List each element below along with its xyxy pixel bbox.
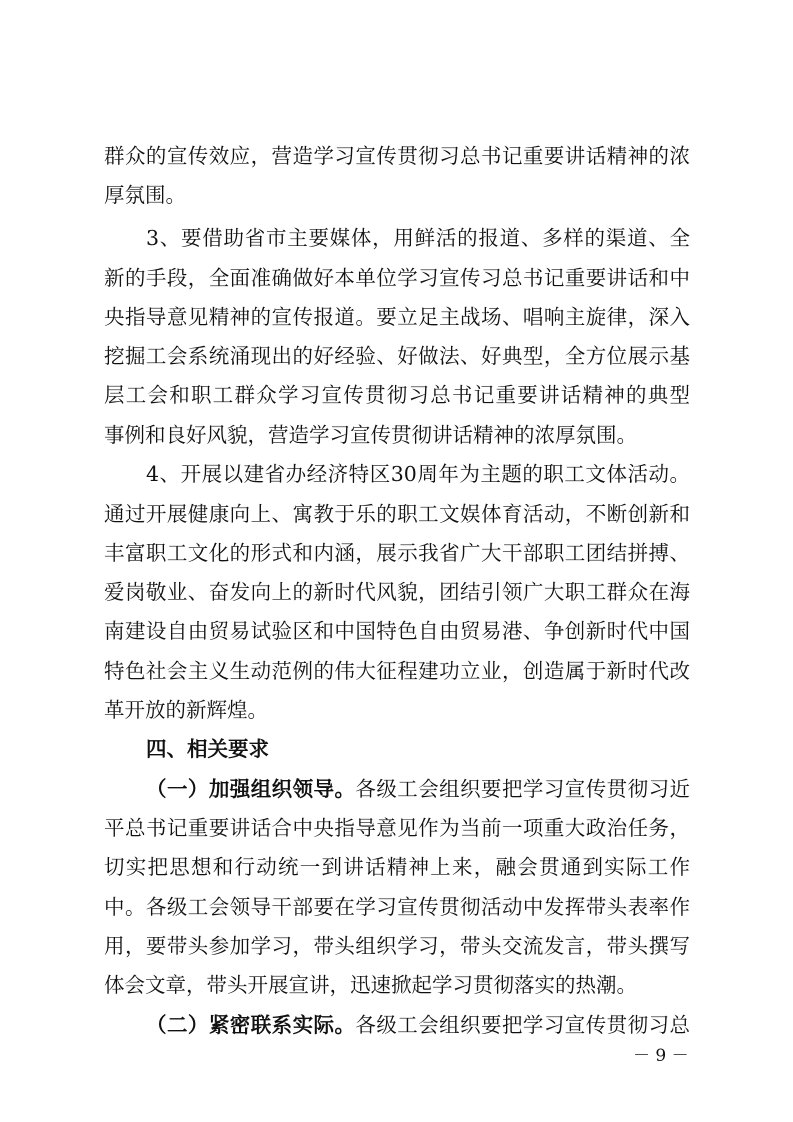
body-line: 3、要借助省市主要媒体，用鲜活的报道、多样的渠道、全: [146, 226, 690, 250]
body-line: 体会文章，带头开展宣讲，迅速掀起学习贯彻落实的热潮。: [104, 973, 637, 997]
body-line: 层工会和职工群众学习宣传贯彻习总书记重要讲话精神的典型: [104, 383, 690, 407]
body-line: 南建设自由贸易试验区和中国特色自由贸易港、争创新时代中国: [104, 619, 690, 643]
body-line: 中。各级工会领导干部要在学习宣传贯彻活动中发挥带头表率作: [104, 895, 690, 919]
body-line: 用，要带头参加学习，带头组织学习，带头交流发言，带头撰写: [104, 934, 690, 958]
section-heading: 四、相关要求: [146, 737, 269, 761]
page-number: － 9 －: [633, 1046, 689, 1066]
body-line: 革开放的新辉煌。: [104, 698, 268, 722]
body-line: 厚氛围。: [104, 183, 186, 207]
body-line: 丰富职工文化的形式和内涵，展示我省广大干部职工团结拼搏、: [104, 541, 690, 565]
body-line: 央指导意见精神的宣传报道。要立足主战场、唱响主旋律，深入: [104, 305, 690, 329]
item2-title: （二）紧密联系实际。: [146, 1013, 356, 1037]
body-line: 爱岗敬业、奋发向上的新时代风貌，团结引领广大职工群众在海: [104, 580, 690, 604]
item2-first-line: [146, 1007, 690, 1043]
item2-first-line-text: 各级工会组织要把学习宣传贯彻习总: [355, 1013, 691, 1037]
body-line: 挖掘工会系统涌现出的好经验、好做法、好典型，全方位展示基: [104, 344, 690, 368]
body-line: 切实把思想和行动统一到讲话精神上来，融会贯通到实际工作: [104, 855, 690, 879]
body-line: 新的手段，全面准确做好本单位学习宣传习总书记重要讲话和中: [104, 266, 690, 290]
body-line: 事例和良好风貌，营造学习宣传贯彻讲话精神的浓厚氛围。: [104, 423, 637, 447]
body-line: 特色社会主义生动范例的伟大征程建功立业，创造属于新时代改: [104, 659, 690, 683]
body-line: 通过开展健康向上、寓教于乐的职工文娱体育活动，不断创新和: [104, 502, 690, 526]
item1-first-line-text: 各级工会组织要把学习宣传贯彻习近: [355, 777, 691, 801]
body-line: 群众的宣传效应，营造学习宣传贯彻习总书记重要讲话精神的浓: [104, 144, 690, 168]
item1-first-line: [146, 771, 690, 807]
body-line: 平总书记重要讲话合中央指导意见作为当前一项重大政治任务，: [104, 816, 690, 840]
item1-title: （一）加强组织领导。: [146, 777, 356, 801]
body-line: 4、开展以建省办经济特区30周年为主题的职工文体活动。: [146, 462, 690, 486]
